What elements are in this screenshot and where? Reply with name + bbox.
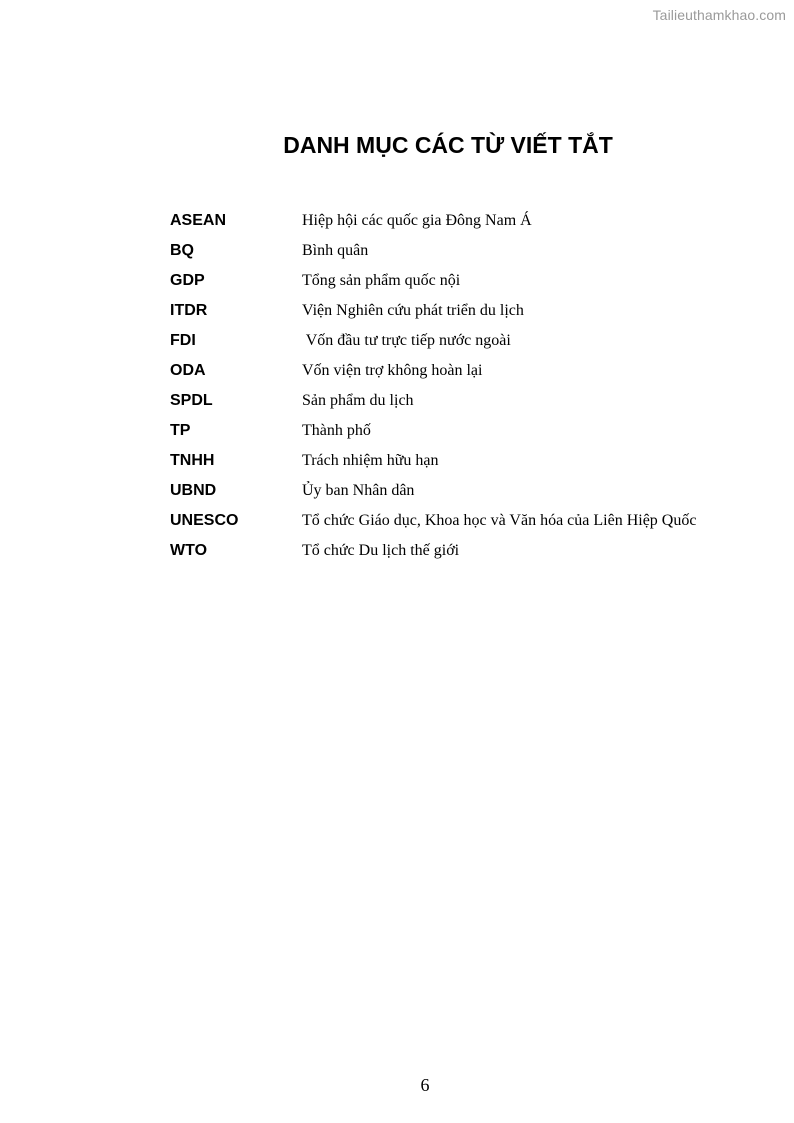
abbreviation-list xyxy=(170,206,770,566)
abbreviation-row xyxy=(170,386,770,416)
watermark: Tailieuthamkhao.com xyxy=(652,7,786,23)
abbreviation-definition: Viện Nghiên cứu phát triển du lịch xyxy=(302,302,524,319)
abbreviation-row xyxy=(170,476,770,506)
abbreviation-definition: Thành phố xyxy=(302,422,371,439)
abbreviation-term: UBND xyxy=(170,482,217,499)
abbreviation-term: FDI xyxy=(170,332,196,349)
abbreviation-row xyxy=(170,446,770,476)
abbreviation-row xyxy=(170,506,770,536)
abbreviation-term: BQ xyxy=(170,242,194,259)
abbreviation-definition: Tổng sản phẩm quốc nội xyxy=(302,272,461,289)
abbreviation-row xyxy=(170,356,770,386)
abbreviation-row xyxy=(170,206,770,236)
abbreviation-term: UNESCO xyxy=(170,512,239,529)
abbreviation-row xyxy=(170,326,770,356)
abbreviation-definition: Hiệp hội các quốc gia Đông Nam Á xyxy=(302,212,532,229)
abbreviation-row xyxy=(170,236,770,266)
abbreviation-row xyxy=(170,266,770,296)
abbreviation-term: ITDR xyxy=(170,302,208,319)
abbreviation-term: TNHH xyxy=(170,452,215,469)
abbreviation-definition: Ủy ban Nhân dân xyxy=(302,482,415,499)
page-title: DANH MỤC CÁC TỪ VIẾT TẮT xyxy=(283,132,613,158)
abbreviation-term: SPDL xyxy=(170,392,213,409)
abbreviation-row xyxy=(170,536,770,566)
abbreviation-definition: Bình quân xyxy=(302,242,369,259)
abbreviation-term: ASEAN xyxy=(170,212,227,229)
abbreviation-definition: Sản phẩm du lịch xyxy=(302,392,414,409)
abbreviation-row xyxy=(170,416,770,446)
abbreviation-definition: Vốn đầu tư trực tiếp nước ngoài xyxy=(302,332,511,349)
page-number: 6 xyxy=(420,1075,430,1095)
abbreviation-term: ODA xyxy=(170,362,206,379)
abbreviation-definition: Vốn viện trợ không hoàn lại xyxy=(302,362,483,379)
abbreviation-term: TP xyxy=(170,422,191,439)
abbreviation-definition: Tổ chức Du lịch thế giới xyxy=(302,542,460,559)
abbreviation-row xyxy=(170,296,770,326)
abbreviation-definition: Trách nhiệm hữu hạn xyxy=(302,452,439,469)
abbreviation-definition: Tổ chức Giáo dục, Khoa học và Văn hóa của Liên Hiệp Quốc xyxy=(302,512,697,529)
abbreviation-term: WTO xyxy=(170,542,208,559)
abbreviation-term: GDP xyxy=(170,272,205,289)
